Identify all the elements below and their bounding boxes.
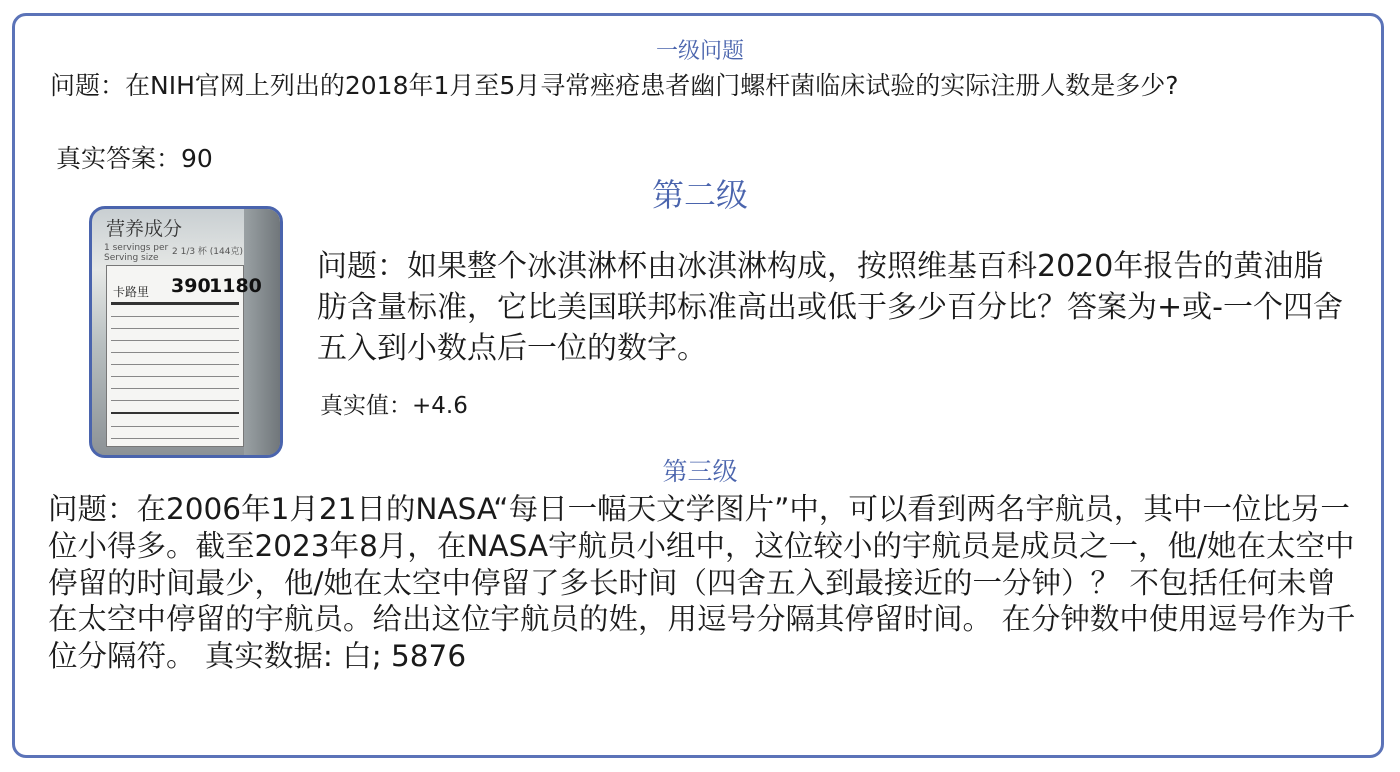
nutrition-facts-panel <box>106 265 262 447</box>
serving-line-2: Serving size <box>104 253 159 263</box>
level2-title: 第二级 <box>651 176 748 214</box>
panel-row <box>111 316 239 317</box>
serving-line-1: 1 servings per <box>104 243 169 253</box>
panel-row <box>111 352 239 353</box>
level1-title: 一级问题 <box>655 39 744 64</box>
panel-rule <box>111 302 239 305</box>
level1-answer: 真实答案：90 <box>56 144 213 173</box>
photo-caption: 营养成分 <box>106 218 183 240</box>
panel-rule <box>111 412 239 414</box>
level2-answer: 真实值：+4.6 <box>320 393 468 419</box>
panel-row <box>111 426 239 427</box>
panel-row <box>111 388 239 389</box>
panel-row <box>111 328 239 329</box>
serving-amount: 2 1/3 杯 (144克) <box>172 247 243 257</box>
panel-row <box>111 376 239 377</box>
level2-question: 问题：如果整个冰淇淋杯由冰淇淋构成，按照维基百科2020年报告的黄油脂肪含量标准，它比美国联邦标准高出或低于多少百分比？答案为+或-一个四舍五入到小数点后一位的数字。 <box>317 249 1343 366</box>
cup-side-shading <box>244 209 283 455</box>
serving-info <box>104 243 168 263</box>
calories-per-serving: 390 <box>171 275 211 297</box>
level3-question: 问题：在2006年1月21日的NASA“每日一幅天文学图片”中，可以看到两名宇航员，其中一位比另一位小得多。截至2023年8月，在NASA宇航员小组中，这位较小的宇航员是成员之一，他/她在太空中停留的时间最少，他/她在太空中停留了多长时间（四舍五入到最接近的一分钟）？ 不包括任何未曾在太空中停留的宇航员。给出这位宇航员的姓，用逗号分隔其停留时间。 在分钟数中使用逗号作为千位分隔符。 真实数据: 白; 5876 <box>48 492 1356 674</box>
panel-row <box>111 364 239 365</box>
panel-row <box>111 400 239 401</box>
level3-title: 第三级 <box>662 457 738 486</box>
panel-row <box>111 438 239 439</box>
nutrition-label-photo <box>89 206 283 458</box>
calories-label: 卡路里 <box>113 285 150 299</box>
level1-question: 问题：在NIH官网上列出的2018年1月至5月寻常痤疮患者幽门螺杆菌临床试验的实际注册人数是多少? <box>50 71 1179 100</box>
panel-row <box>111 340 239 341</box>
calories-per-container: 1180 <box>209 275 262 297</box>
